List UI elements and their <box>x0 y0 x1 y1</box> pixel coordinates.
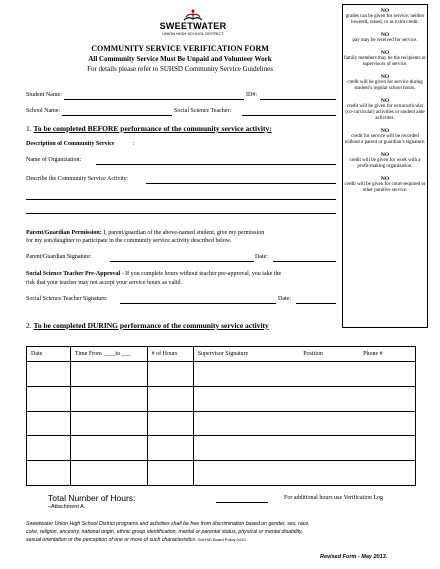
rule-head: NO <box>380 32 390 38</box>
rule-text: credit will be given for work with a profit-making organization. <box>349 158 421 169</box>
cell[interactable] <box>70 436 147 461</box>
rule-item <box>343 32 427 44</box>
disclaimer-line-1: Sweetwater Union High School District programs and activities shall be free from discrimination based on gender, sex, race, <box>26 521 310 527</box>
cell[interactable] <box>27 362 71 387</box>
rule-item <box>343 74 427 92</box>
rule-item <box>343 50 427 68</box>
rules-list <box>343 8 427 194</box>
table-row <box>27 386 416 411</box>
rule-item <box>343 98 427 122</box>
ss-teacher-field[interactable] <box>242 115 336 116</box>
hours-log-table <box>26 346 416 486</box>
description-label: Description of Community Service <box>26 141 115 147</box>
header-time: Time From ____to ___ <box>70 347 147 362</box>
book-logo-icon <box>182 8 204 22</box>
rule-text: credit for service will be recorded without a parent or guardian’s signature. <box>344 134 426 145</box>
rule-text: grades can be given for service; neither lowered, raised, or as extra credit. <box>345 14 425 25</box>
rule-text: credit will be given for court-required or other punitive service. <box>344 182 426 193</box>
cell[interactable] <box>147 386 193 411</box>
activity-description-line-3[interactable] <box>26 213 336 214</box>
rule-head: NO <box>380 8 390 14</box>
rule-text: credit will be given for service during student’s regular school hours. <box>347 80 423 91</box>
permission-label: Parent/Guardian Permission: <box>26 230 102 236</box>
cell[interactable] <box>193 386 415 411</box>
total-hours-label: Total Number of Hours: <box>48 493 136 503</box>
rule-head: NO <box>380 128 390 134</box>
student-name-label: Student Name: <box>26 92 62 98</box>
form-subtitle: All Community Service Must Be Unpaid and Volunteer Work <box>88 55 272 63</box>
table-row <box>27 461 416 486</box>
table-header-row <box>27 347 416 362</box>
cell[interactable] <box>70 461 147 486</box>
teacher-signature-field[interactable] <box>120 303 276 304</box>
attachment-note: –Attachment A. <box>48 504 86 510</box>
cell[interactable] <box>193 436 415 461</box>
rules-sidebar <box>342 4 428 328</box>
teacher-signature-label: Social Science Teacher Signature: <box>26 296 108 302</box>
teacher-date-label: Date: <box>278 296 291 302</box>
rule-text: family members may be the recipients or supervisors of service. <box>344 56 426 67</box>
ss-teacher-label: Social Science Teacher: <box>174 108 232 114</box>
section2-heading <box>26 321 269 330</box>
cell[interactable] <box>147 436 193 461</box>
table-row <box>27 411 416 436</box>
cell[interactable] <box>27 436 71 461</box>
preapproval-statement <box>26 271 336 277</box>
parent-date-field[interactable] <box>273 261 336 262</box>
rule-item <box>343 176 427 194</box>
additional-hours-note: For additional hours use Verification Log <box>284 495 384 501</box>
cell[interactable] <box>147 461 193 486</box>
rule-item <box>343 8 427 26</box>
board-policy: SUHSD Board Policy 0410. <box>197 537 247 542</box>
organization-label: Name of Organization: <box>26 157 82 163</box>
parent-date-label: Date: <box>255 254 268 260</box>
district-logo <box>148 8 238 36</box>
cell[interactable] <box>193 411 415 436</box>
parent-signature-field[interactable] <box>110 261 254 262</box>
disclaimer-line-3-wrap <box>26 536 426 544</box>
section1-title: To be completed BEFORE performance of the community service activity: <box>33 124 272 133</box>
rule-item <box>343 128 427 146</box>
cell[interactable] <box>147 362 193 387</box>
cell[interactable] <box>193 362 415 387</box>
rule-text: pay may be received for service. <box>352 38 418 43</box>
permission-statement <box>26 229 336 237</box>
activity-description-line-2[interactable] <box>26 199 336 200</box>
section1-heading <box>26 124 272 133</box>
header-position: Position <box>299 347 359 362</box>
table-row <box>27 436 416 461</box>
permission-text-2: for my son/daughter to participate in the community service activity described below. <box>26 238 232 244</box>
logo-subtitle: UNION HIGH SCHOOL DISTRICT <box>162 31 224 36</box>
preapproval-label: Social Science Teacher Pre-Approval <box>26 271 121 277</box>
header-supervisor: Supervisor Signature <box>193 347 299 362</box>
parent-signature-label: Parent/Guardian Signature: <box>26 254 92 260</box>
disclaimer-line-3: sexual orientation or the perception of one or more of such characteristics. <box>26 537 197 543</box>
cell[interactable] <box>27 461 71 486</box>
rule-head: NO <box>380 98 390 104</box>
school-name-label: School Name: <box>26 108 61 114</box>
description-colon: : <box>133 141 135 147</box>
preapproval-text-2: risk that your teacher may not accept your service hours as valid. <box>26 280 182 286</box>
rule-head: NO <box>380 176 390 182</box>
activity-description-label: Describe the Community Service Activity: <box>26 176 129 182</box>
header-date: Date <box>27 347 71 362</box>
rule-head: NO <box>380 74 390 80</box>
rule-text: credit will be given for extracurricular (co-curricular) activities or student aide activities. <box>345 104 425 121</box>
cell[interactable] <box>147 411 193 436</box>
cell[interactable] <box>193 461 415 486</box>
permission-text-1: I, parent/guardian of the above-named student, give my permission <box>103 230 265 236</box>
cell[interactable] <box>70 386 147 411</box>
teacher-date-field[interactable] <box>296 303 336 304</box>
nondiscrimination-notice <box>26 520 426 544</box>
disclaimer-line-2: color, religion, ancestry, national origin, ethnic group identification, marital or parental status, physical or mental disability, <box>26 529 303 535</box>
section2-number: 2. <box>26 321 32 330</box>
organization-field[interactable] <box>96 164 336 165</box>
rule-head: NO <box>380 152 390 158</box>
total-hours-field[interactable] <box>216 502 268 503</box>
student-name-field[interactable] <box>64 99 244 100</box>
rule-head: NO <box>380 50 390 56</box>
id-label: ID#: <box>246 92 257 98</box>
cell[interactable] <box>70 362 147 387</box>
form-title: COMMUNITY SERVICE VERIFICATION FORM <box>91 44 269 53</box>
school-name-field[interactable] <box>62 115 172 116</box>
activity-description-line-1[interactable] <box>146 183 336 184</box>
preapproval-text-1: - If you complete hours without teacher pre-approval, you take the <box>120 271 282 277</box>
table-row <box>27 362 416 387</box>
cell[interactable] <box>27 411 71 436</box>
rule-item <box>343 152 427 170</box>
logo-name: SWEETWATER <box>159 21 227 31</box>
guidelines-note: For details please refer to SUHSD Community Service Guidelines <box>87 65 273 73</box>
header-hours: # of Hours <box>147 347 193 362</box>
cell[interactable] <box>27 386 71 411</box>
section2-title: To be completed DURING performance of the community service activity <box>33 321 269 330</box>
header-phone: Phone # <box>359 347 415 362</box>
id-field[interactable] <box>260 99 336 100</box>
section1-number: 1. <box>26 124 32 133</box>
cell[interactable] <box>70 411 147 436</box>
revised-date: Revised Form - May 2013. <box>320 554 388 560</box>
